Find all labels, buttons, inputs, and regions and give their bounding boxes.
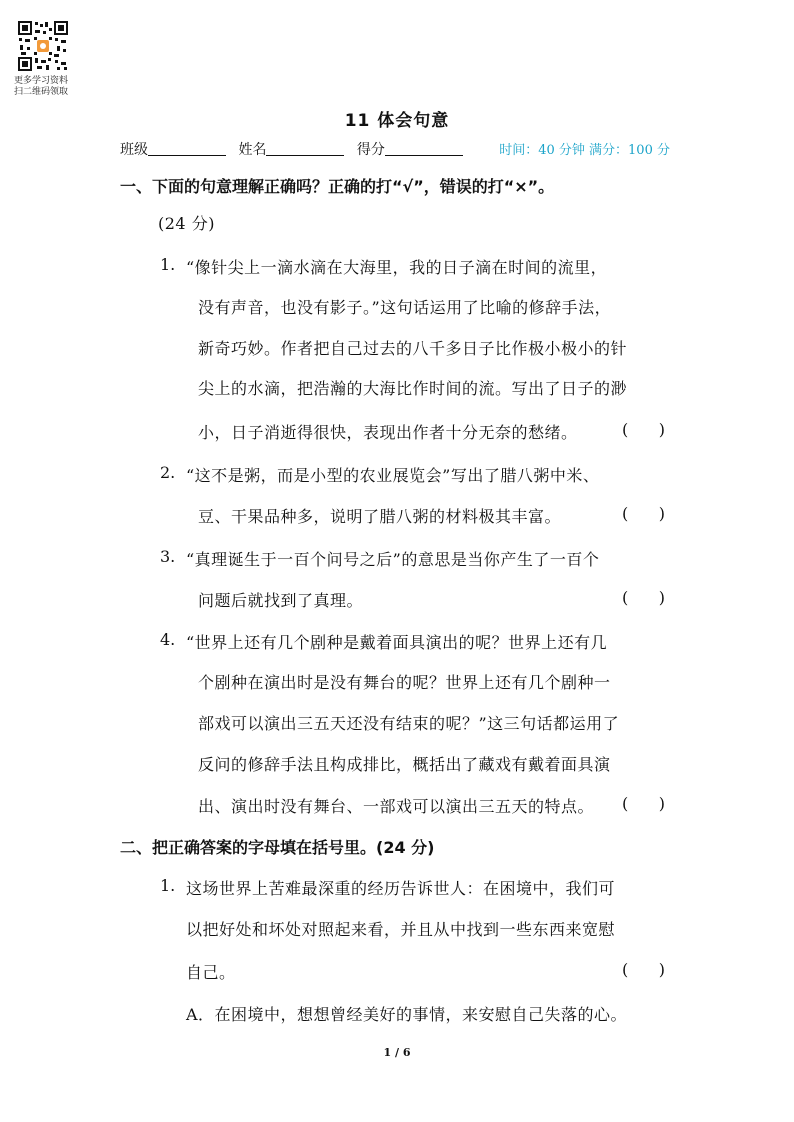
section-1-points: (24 分)	[158, 214, 215, 233]
page-number: 1 / 6	[383, 1046, 411, 1059]
score-label: 得分	[356, 142, 385, 158]
s1-q2-answer-paren[interactable]: ( )	[622, 504, 665, 523]
s1-q2-number: 2.	[160, 463, 176, 482]
name-blank[interactable]	[266, 141, 344, 156]
s1-q1-line: 没有声音，也没有影子。”这句话运用了比喻的修辞手法，	[198, 298, 612, 317]
qr-code-image	[17, 20, 69, 72]
s1-q1-line: 新奇巧妙。作者把自己过去的八千多日子比作极小极小的针	[198, 339, 628, 358]
s1-q2-line: 豆、干果品种多，说明了腊八粥的材料极其丰富。	[198, 507, 562, 526]
qr-caption-line2: 扫二维码领取	[14, 87, 69, 97]
s1-q3-answer-paren[interactable]: ( )	[622, 588, 665, 607]
section-1-heading: 一、下面的句意理解正确吗？正确的打“√”，错误的打“×”。	[120, 177, 555, 196]
s1-q2-line: “这不是粥，而是小型的农业展览会”写出了腊八粥中米、	[186, 466, 600, 485]
name-label: 姓名	[238, 142, 267, 158]
s2-q1-option-a[interactable]: A．在困境中，想想曾经美好的事情，来安慰自己失落的心。	[186, 1005, 628, 1024]
s1-q4-line: 出、演出时没有舞台、一部戏可以演出三五天的特点。	[198, 797, 595, 816]
time-score-info: 时间：40 分钟 满分：100 分	[499, 143, 670, 158]
s1-q1-line: 小，日子消逝得很快，表现出作者十分无奈的愁绪。	[198, 423, 578, 442]
name-field	[238, 139, 344, 159]
s1-q3-line: “真理诞生于一百个问号之后”的意思是当你产生了一百个	[186, 550, 600, 569]
s1-q4-answer-paren[interactable]: ( )	[622, 794, 665, 813]
s1-q4-number: 4.	[160, 630, 176, 649]
s2-q1-answer-paren[interactable]: ( )	[622, 960, 665, 979]
qr-caption-line1: 更多学习资料	[14, 76, 69, 86]
page-title: 11 体会句意	[344, 111, 450, 131]
s1-q3-number: 3.	[160, 547, 176, 566]
class-field	[120, 139, 226, 159]
student-info-row	[120, 139, 680, 159]
s2-q1-line: 这场世界上苦难最深重的经历告诉世人：在困境中，我们可	[186, 879, 616, 898]
s1-q4-line: “世界上还有几个剧种是戴着面具演出的呢？世界上还有几	[186, 633, 608, 652]
s2-q1-number: 1.	[160, 876, 176, 895]
s1-q4-line: 部戏可以演出三五天还没有结束的呢？”这三句话都运用了	[198, 714, 620, 733]
s1-q1-line: “像针尖上一滴水滴在大海里，我的日子滴在时间的流里，	[186, 258, 608, 277]
qr-caption	[14, 76, 84, 98]
s1-q4-line: 反问的修辞手法且构成排比，概括出了藏戏有戴着面具演	[198, 755, 611, 774]
section-2-heading: 二、把正确答案的字母填在括号里。(24 分)	[120, 838, 435, 857]
score-field	[357, 139, 463, 159]
score-blank[interactable]	[385, 141, 463, 156]
s2-q1-line: 自己。	[186, 963, 236, 982]
class-label: 班级	[120, 142, 148, 158]
s1-q3-line: 问题后就找到了真理。	[198, 591, 364, 610]
s1-q1-answer-paren[interactable]: ( )	[622, 420, 665, 439]
s2-q1-line: 以把好处和坏处对照起来看，并且从中找到一些东西来宽慰	[186, 920, 616, 939]
s1-q4-line: 个剧种在演出时是没有舞台的呢？世界上还有几个剧种一	[198, 673, 611, 692]
s1-q1-line: 尖上的水滴，把浩瀚的大海比作时间的流。写出了日子的渺	[198, 379, 628, 398]
s1-q1-number: 1.	[160, 255, 176, 274]
class-blank[interactable]	[148, 141, 226, 156]
